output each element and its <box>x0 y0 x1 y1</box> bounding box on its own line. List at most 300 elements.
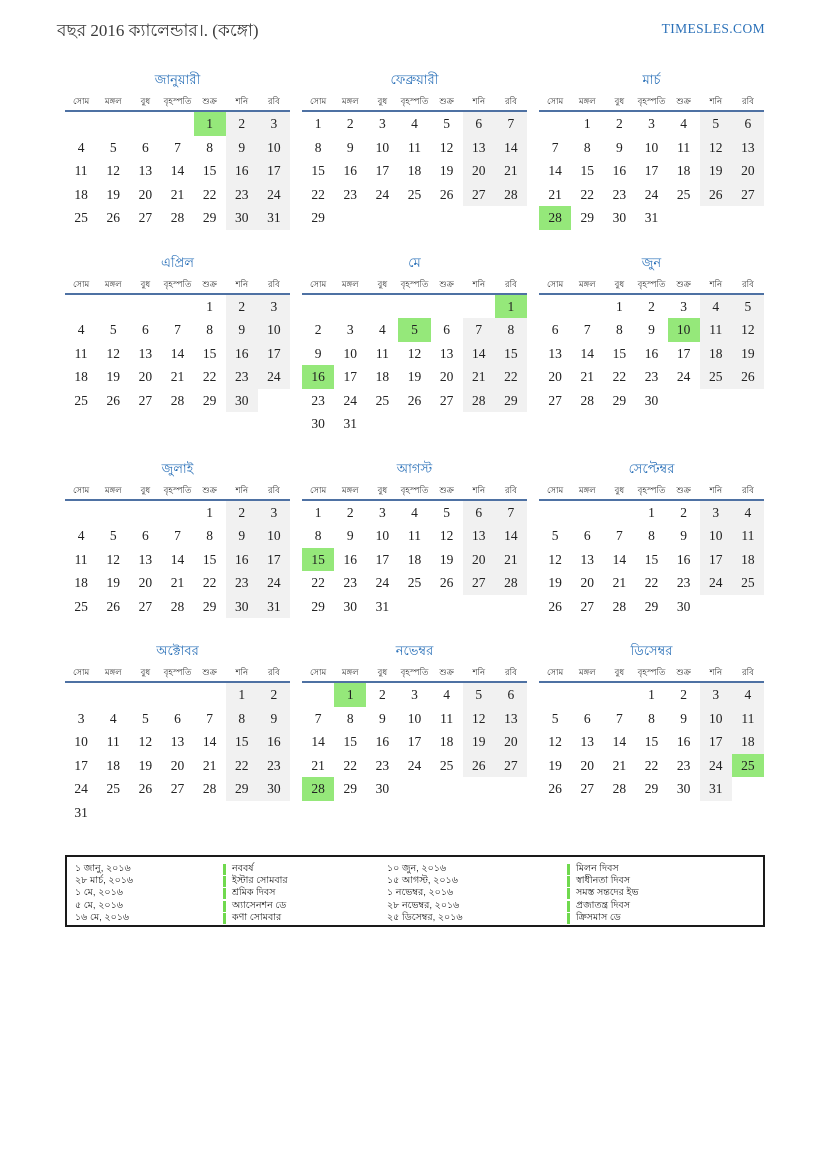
days-grid <box>539 112 764 230</box>
calendar-day: 9 <box>314 345 322 361</box>
weekday-label: শুক্র <box>439 484 454 495</box>
calendar-day: 18 <box>74 186 88 202</box>
calendar-day: 1 <box>226 683 258 707</box>
calendar-day: 4 <box>700 295 732 319</box>
weekday-header-row <box>65 663 290 681</box>
legend-date: ২৮ নভেম্বর, ২০১৬ <box>387 899 460 911</box>
calendar-day: 2 <box>346 504 354 520</box>
month-title: ফেব্রুয়ারী <box>390 72 439 87</box>
month-title: জুলাই <box>161 460 194 476</box>
calendar-day: 19 <box>548 575 562 590</box>
calendar-day: 22 <box>495 365 527 389</box>
month-3 <box>539 68 764 230</box>
calendar-day: 19 <box>548 757 562 773</box>
legend-date: ১ মে, ২০১৬ <box>75 887 123 899</box>
weekday-label: বৃহস্পতি <box>400 667 429 677</box>
calendar-day: 26 <box>106 598 120 614</box>
calendar-day: 20 <box>580 575 594 590</box>
calendar-day: 16 <box>302 365 334 389</box>
calendar-day: 19 <box>463 730 495 754</box>
calendar-day-empty <box>431 777 463 801</box>
calendar-day-empty <box>194 683 226 707</box>
legend-color-bar <box>223 913 226 924</box>
calendar-day: 11 <box>407 139 421 155</box>
calendar-day: 26 <box>548 598 562 614</box>
calendar-day: 26 <box>439 575 454 590</box>
weekday-label: শনি <box>235 278 249 289</box>
calendar-day: 21 <box>580 369 594 384</box>
weekday-label: রবি <box>267 484 280 495</box>
calendar-day: 14 <box>548 163 562 178</box>
calendar-day: 18 <box>375 369 390 384</box>
calendar-day-empty <box>431 206 463 230</box>
calendar-day-empty <box>539 683 571 707</box>
calendar-day-empty <box>495 412 527 436</box>
calendar-day: 4 <box>411 116 418 131</box>
calendar-day: 6 <box>443 322 450 337</box>
calendar-day: 26 <box>700 183 732 207</box>
calendar-day: 29 <box>644 598 659 614</box>
calendar-day: 26 <box>106 210 120 225</box>
calendar-day: 9 <box>258 707 290 731</box>
calendar-day: 15 <box>580 163 594 178</box>
calendar-day: 28 <box>302 777 334 801</box>
legend-label: নববর্ষ <box>223 862 387 877</box>
calendar-day: 23 <box>226 183 258 207</box>
calendar-day: 12 <box>407 345 422 361</box>
calendar-day-empty <box>700 389 732 413</box>
calendar-day: 22 <box>644 575 659 590</box>
weekday-label: বুধ <box>377 278 388 289</box>
weekday-label: বৃহস্পতি <box>637 667 666 677</box>
calendar-day: 10 <box>343 345 357 361</box>
calendar-day: 1 <box>206 298 213 314</box>
calendar-day-empty <box>431 595 463 619</box>
calendar-day: 13 <box>495 707 527 731</box>
calendar-day: 21 <box>170 575 185 590</box>
calendar-day: 12 <box>548 734 562 749</box>
calendar-day: 15 <box>343 734 357 749</box>
calendar-day: 22 <box>202 186 217 202</box>
weekday-label: বুধ <box>377 484 388 495</box>
month-9 <box>539 457 764 619</box>
calendar-day: 28 <box>495 571 527 595</box>
calendar-day: 25 <box>375 392 390 408</box>
calendar-day: 14 <box>463 342 495 366</box>
calendar-day-empty <box>463 412 495 436</box>
legend-color-bar <box>567 913 570 924</box>
calendar-day: 8 <box>314 139 322 155</box>
weekday-label: মঙ্গল <box>341 667 359 677</box>
calendar-day: 26 <box>463 754 495 778</box>
calendar-day: 3 <box>77 710 85 726</box>
month-title: সেপ্টেম্বর <box>628 460 675 476</box>
calendar-day: 17 <box>258 342 290 366</box>
legend-date: ১ জানু, ২০১৬ <box>75 862 131 874</box>
calendar-day: 16 <box>226 342 258 366</box>
weekday-label: বুধ <box>140 667 151 677</box>
weekday-label: শুক্র <box>676 484 691 495</box>
calendar-day: 12 <box>106 163 120 178</box>
calendar-day: 5 <box>109 528 117 543</box>
calendar-day: 29 <box>226 777 258 801</box>
weekday-header-row <box>302 663 527 681</box>
weekday-label: বুধ <box>614 278 625 289</box>
calendar-day: 22 <box>580 186 594 202</box>
calendar-day-empty <box>571 501 603 525</box>
calendar-day: 8 <box>583 139 591 155</box>
calendar-day: 22 <box>202 369 217 384</box>
legend-label: প্রজাতন্ত্র দিবস <box>567 899 757 914</box>
calendar-day: 29 <box>311 210 325 225</box>
calendar-day: 13 <box>463 136 495 160</box>
calendar-day: 1 <box>334 683 366 707</box>
calendar-day: 14 <box>612 551 627 567</box>
calendar-day: 8 <box>206 139 213 155</box>
month-1 <box>65 68 290 230</box>
calendar-day: 8 <box>346 710 354 726</box>
weekday-label: শুক্র <box>439 278 454 289</box>
calendar-day: 27 <box>170 781 185 796</box>
calendar-day-empty <box>129 683 161 707</box>
calendar-day: 11 <box>407 528 421 543</box>
calendar-day: 22 <box>644 757 659 773</box>
calendar-day: 3 <box>411 687 418 702</box>
calendar-day: 16 <box>343 551 357 567</box>
calendar-day-empty <box>603 683 635 707</box>
weekday-label: রবি <box>741 667 754 677</box>
month-title: জানুয়ারী <box>154 72 201 87</box>
calendar-day: 6 <box>174 710 181 726</box>
calendar-day-empty <box>603 501 635 525</box>
weekday-label: শনি <box>235 484 249 495</box>
weekday-label: সোম <box>72 278 90 289</box>
calendar-day: 23 <box>375 757 390 773</box>
calendar-day: 31 <box>258 595 290 619</box>
calendar-day: 15 <box>202 551 217 567</box>
calendar-day: 16 <box>644 345 659 361</box>
calendar-day: 4 <box>378 322 386 337</box>
weekday-label: শনি <box>472 667 486 677</box>
calendar-day: 28 <box>170 392 185 408</box>
calendar-day: 20 <box>138 369 153 384</box>
calendar-day-empty <box>302 295 334 319</box>
legend-grid <box>75 863 757 925</box>
legend-date: ১০ জুন, ২০১৬ <box>387 862 447 874</box>
calendar-day-empty <box>495 595 527 619</box>
calendar-day: 5 <box>398 318 430 342</box>
calendar-day: 1 <box>206 504 213 520</box>
calendar-day-empty <box>732 389 764 413</box>
calendar-day: 26 <box>732 365 764 389</box>
calendar-day: 23 <box>676 757 691 773</box>
calendar-day: 13 <box>580 551 594 567</box>
calendar-day: 27 <box>580 781 594 796</box>
weekday-label: বৃহস্পতি <box>637 484 666 495</box>
calendar-day: 25 <box>700 365 732 389</box>
calendar-day-empty <box>431 295 463 319</box>
calendar-day-empty <box>398 595 430 619</box>
legend-color-bar <box>223 864 226 875</box>
days-grid <box>65 295 290 413</box>
month-6 <box>539 251 764 413</box>
weekday-label: রবি <box>267 96 280 106</box>
calendar-day: 30 <box>226 206 258 230</box>
calendar-day: 17 <box>375 551 390 567</box>
calendar-day: 21 <box>170 186 185 202</box>
weekday-label: সোম <box>546 484 564 495</box>
calendar-day: 12 <box>138 734 153 749</box>
calendar-day: 10 <box>700 524 732 548</box>
calendar-day: 24 <box>375 575 390 590</box>
legend-date: ১৫ আগস্ট, ২০১৬ <box>387 875 458 887</box>
calendar-day: 30 <box>676 781 691 796</box>
calendar-day: 30 <box>343 598 357 614</box>
month-title: মে <box>408 254 421 270</box>
calendar-day: 3 <box>378 504 386 520</box>
calendar-day-empty <box>334 295 366 319</box>
calendar-day: 22 <box>202 575 217 590</box>
calendar-day: 13 <box>138 551 153 567</box>
calendar-day: 5 <box>463 683 495 707</box>
calendar-day: 14 <box>202 734 217 749</box>
calendar-day: 29 <box>202 598 217 614</box>
calendar-day: 11 <box>732 707 764 731</box>
weekday-header-row <box>539 92 764 110</box>
calendar-day-empty <box>539 295 571 319</box>
calendar-day: 7 <box>206 710 213 726</box>
calendar-day: 6 <box>551 322 559 337</box>
calendar-day: 4 <box>77 528 85 543</box>
weekday-header-row <box>539 663 764 681</box>
calendar-day-empty <box>463 206 495 230</box>
weekday-label: বুধ <box>614 667 625 677</box>
calendar-day: 27 <box>138 210 153 225</box>
calendar-day: 8 <box>226 707 258 731</box>
calendar-day: 25 <box>676 186 691 202</box>
legend-date: ১ নভেম্বর, ২০১৬ <box>387 887 454 899</box>
calendar-day: 27 <box>548 392 562 408</box>
calendar-day-empty <box>161 501 193 525</box>
days-grid <box>65 501 290 619</box>
days-grid <box>539 683 764 801</box>
weekday-label: মঙ্গল <box>104 96 122 106</box>
weekday-label: শুক্র <box>202 278 217 289</box>
calendar-day-empty <box>700 206 732 230</box>
calendar-day-empty <box>97 501 129 525</box>
calendar-day: 30 <box>258 777 290 801</box>
calendar-day: 23 <box>343 186 357 202</box>
weekday-label: শনি <box>472 278 486 289</box>
calendar-day: 17 <box>644 163 659 178</box>
weekday-label: শুক্র <box>676 278 691 289</box>
calendar-day-empty <box>571 683 603 707</box>
calendar-day: 12 <box>106 551 120 567</box>
weekday-header-row <box>539 275 764 293</box>
calendar-day: 14 <box>170 345 185 361</box>
legend-label: কণা সোমবার <box>223 911 387 926</box>
calendar-day-empty <box>732 595 764 619</box>
calendar-day: 30 <box>676 598 691 614</box>
weekday-label: রবি <box>741 278 754 289</box>
calendar-day: 19 <box>106 186 120 202</box>
weekday-label: সোম <box>309 484 327 495</box>
legend-color-bar <box>223 901 226 912</box>
calendar-day: 19 <box>106 369 120 384</box>
weekday-label: মঙ্গল <box>104 278 122 289</box>
calendar-day: 4 <box>732 501 764 525</box>
weekday-label: বৃহস্পতি <box>637 278 666 289</box>
calendar-day: 8 <box>206 322 213 337</box>
weekday-label: মঙ্গল <box>341 96 359 106</box>
calendar-day-empty <box>65 683 97 707</box>
calendar-day: 12 <box>700 136 732 160</box>
weekday-label: শনি <box>709 96 723 106</box>
calendar-day: 7 <box>495 112 527 136</box>
calendar-day: 13 <box>138 345 153 361</box>
calendar-day-empty <box>161 801 193 825</box>
calendar-day: 18 <box>106 757 120 773</box>
calendar-day: 8 <box>495 318 527 342</box>
calendar-day: 21 <box>202 757 217 773</box>
calendar-day: 2 <box>258 683 290 707</box>
calendar-day: 2 <box>378 687 386 702</box>
calendar-day: 15 <box>644 734 659 749</box>
calendar-day: 10 <box>375 528 390 543</box>
calendar-day: 14 <box>311 734 325 749</box>
weekday-label: শনি <box>709 667 723 677</box>
calendar-day: 29 <box>311 598 325 614</box>
calendar-day: 24 <box>676 369 691 384</box>
calendar-day: 4 <box>109 710 117 726</box>
calendar-day: 18 <box>732 548 764 572</box>
calendar-day: 6 <box>583 528 591 543</box>
calendar-day: 21 <box>495 159 527 183</box>
days-grid <box>65 112 290 230</box>
calendar-day-empty <box>97 295 129 319</box>
calendar-day: 10 <box>407 710 422 726</box>
calendar-day: 27 <box>439 392 454 408</box>
calendar-day: 28 <box>612 598 627 614</box>
calendar-day: 2 <box>226 501 258 525</box>
calendar-day: 26 <box>439 186 454 202</box>
weekday-label: সোম <box>546 96 564 106</box>
days-grid <box>302 683 527 801</box>
calendar-day: 1 <box>314 116 322 131</box>
weekday-label: শুক্র <box>439 667 454 677</box>
calendar-day: 8 <box>648 528 655 543</box>
calendar-day: 28 <box>170 210 185 225</box>
calendar-day: 19 <box>138 757 153 773</box>
calendar-day: 21 <box>612 575 627 590</box>
calendar-day: 9 <box>346 528 354 543</box>
calendar-day: 6 <box>463 112 495 136</box>
calendar-day: 2 <box>346 116 354 131</box>
calendar-day: 6 <box>141 139 149 155</box>
calendar-day: 24 <box>700 571 732 595</box>
calendar-day: 23 <box>226 365 258 389</box>
calendar-day: 3 <box>258 295 290 319</box>
calendar-day: 23 <box>258 754 290 778</box>
days-grid <box>539 501 764 619</box>
calendar-day-empty <box>398 206 430 230</box>
calendar-day: 5 <box>700 112 732 136</box>
month-2 <box>302 68 527 230</box>
calendar-day: 5 <box>443 504 450 520</box>
calendar-day: 2 <box>680 504 687 520</box>
calendar-day: 6 <box>583 710 591 726</box>
calendar-day: 16 <box>226 548 258 572</box>
site-link[interactable]: TIMESLES.COM <box>661 21 765 36</box>
legend-color-bar <box>567 876 570 887</box>
weekday-label: বৃহস্পতি <box>163 96 192 106</box>
weekday-label: সোম <box>72 667 90 677</box>
calendar-day: 24 <box>343 392 357 408</box>
calendar-day: 3 <box>700 683 732 707</box>
weekday-label: শুক্র <box>676 667 691 677</box>
calendar-day: 2 <box>615 116 623 131</box>
calendar-day: 15 <box>202 345 217 361</box>
calendar-day: 9 <box>615 139 623 155</box>
calendar-day-empty <box>226 801 258 825</box>
calendar-day: 25 <box>407 575 422 590</box>
calendar-day: 5 <box>109 139 117 155</box>
calendar-day: 19 <box>700 159 732 183</box>
calendar-day: 21 <box>495 548 527 572</box>
calendar-day: 4 <box>680 116 687 131</box>
calendar-day: 24 <box>258 571 290 595</box>
calendar-day: 29 <box>644 781 659 796</box>
calendar-day-empty <box>129 801 161 825</box>
calendar-day: 6 <box>141 322 149 337</box>
calendar-day: 19 <box>439 163 454 178</box>
calendar-day: 12 <box>732 318 764 342</box>
weekday-label: রবি <box>267 667 280 677</box>
calendar-day: 5 <box>443 116 450 131</box>
weekday-label: শুক্র <box>439 96 454 106</box>
legend-label: মিলন দিবস <box>567 862 757 877</box>
calendar-day: 9 <box>378 710 386 726</box>
calendar-day: 10 <box>375 139 390 155</box>
calendar-day: 19 <box>407 369 422 384</box>
calendar-day-empty <box>65 112 97 136</box>
calendar-day: 31 <box>644 210 659 225</box>
calendar-day: 16 <box>226 159 258 183</box>
weekday-label: সোম <box>72 96 90 106</box>
weekday-label: শনি <box>709 484 723 495</box>
page-title: বছর 2016 ক্যালেন্ডার।. (কঙ্গো) <box>57 21 259 40</box>
calendar-day: 17 <box>676 345 691 361</box>
calendar-day: 24 <box>74 781 88 796</box>
days-grid <box>302 112 527 230</box>
calendar-day: 5 <box>141 710 149 726</box>
calendar-day: 27 <box>138 392 153 408</box>
calendar-day: 29 <box>202 392 217 408</box>
calendar-day-empty <box>668 206 700 230</box>
calendar-day: 18 <box>407 163 422 178</box>
month-5 <box>302 251 527 436</box>
weekday-label: সোম <box>72 484 90 495</box>
calendar-day-empty <box>571 295 603 319</box>
calendar-day: 9 <box>346 139 354 155</box>
calendar-day: 27 <box>463 571 495 595</box>
calendar-day: 9 <box>226 318 258 342</box>
calendar-day: 13 <box>138 163 153 178</box>
calendar-day: 3 <box>258 501 290 525</box>
calendar-day: 15 <box>612 345 627 361</box>
calendar-day: 17 <box>343 369 357 384</box>
calendar-day: 9 <box>680 710 687 726</box>
